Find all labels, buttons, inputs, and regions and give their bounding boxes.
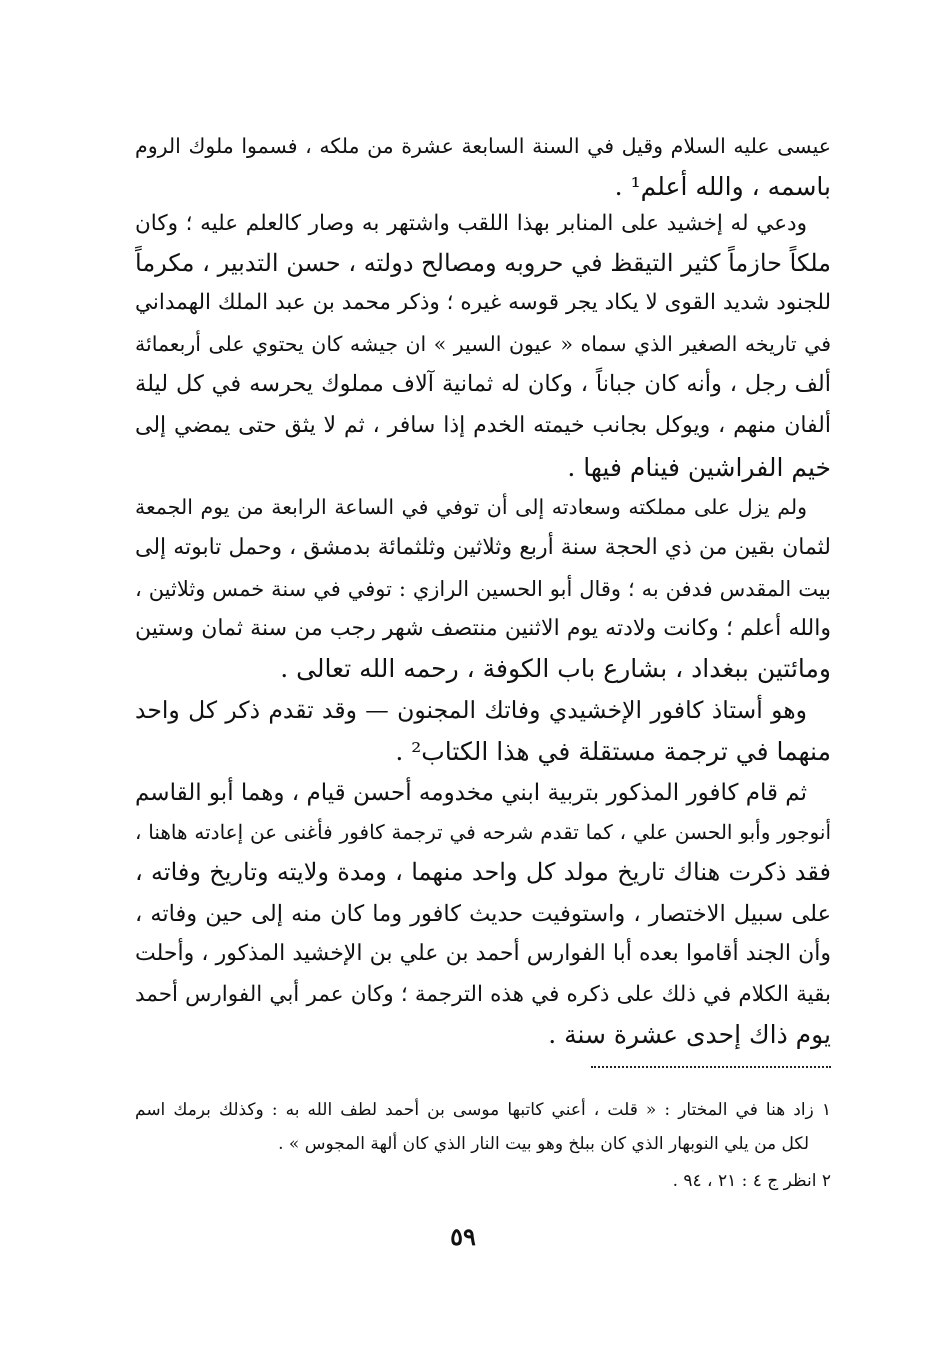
text-line: فقد ذكرت هناك تاريخ مولد كل واحد منهما ، ومدة ولايته وتاريخ وفاته ، — [135, 858, 831, 886]
text-line: على سبيل الاختصار ، واستوفيت حديث كافور وما كان منه إلى حين وفاته ، — [135, 901, 831, 927]
text-line: ثم قام كافور المذكور بتربية ابني مخدومه أحسن قيام ، وهما أبو القاسم — [134, 780, 807, 806]
text-line: بقية الكلام في ذلك على ذكره في هذه الترجمة ؛ وكان عمر أبي الفوارس أحمد — [135, 982, 831, 1007]
text-line: في تاريخه الصغير الذي سماه « عيون السير » ان جيشه كان يحتوي على أربعمائة — [135, 332, 831, 356]
footnote: ١ زاد هنا في المختار : « قلت ، أعني كاتبها موسى بن أحمد لطف الله به : وكذلك برمك اسم — [135, 1100, 831, 1120]
text-line: يوم ذاك إحدى عشرة سنة . — [548, 1020, 831, 1049]
text-line: ولم يزل على مملكته وسعادته إلى أن توفي في الساعة الرابعة من يوم الجمعة — [135, 495, 807, 519]
text-line: وأن الجند أقاموا بعده أبا الفوارس أحمد بن علي بن الإخشيد المذكور ، وأحلت — [135, 941, 831, 966]
text-line: باسمه ، والله أعلم¹ . — [614, 172, 831, 201]
text-line: خيم الفراشين فينام فيها . — [567, 453, 831, 482]
text-line: أنوجور وأبو الحسن علي ، كما تقدم شرحه في ترجمة كافور فأغنى عن إعادته هاهنا ، — [135, 820, 831, 844]
footnote-separator — [591, 1066, 831, 1068]
text-line: ومائتين ببغداد ، بشارع باب الكوفة ، رحمه الله تعالى . — [280, 654, 831, 683]
text-line: ملكاً حازماً كثير التيقظ في حروبه ومصالح دولته ، حسن التدبير ، مكرماً — [135, 249, 831, 277]
text-line: ألف رجل ، وأنه كان جباناً ، وكان له ثمانية آلاف مملوك يحرسه في كل ليلة — [135, 371, 831, 397]
text-line: منهما في ترجمة مستقلة في هذا الكتاب² . — [395, 737, 831, 766]
text-line: للجنود شديد القوى لا يكاد يجر قوسه غيره ؛ وذكر محمد بن عبد الملك الهمداني — [135, 290, 831, 315]
page-number: ٥٩ — [450, 1222, 476, 1251]
footnote: ٢ انظر ج ٤ : ٢١ ، ٩٤ . — [672, 1171, 831, 1191]
text-line: وهو أستاذ كافور الإخشيدي وفاتك المجنون — وقد تقدم ذكر كل واحد — [135, 696, 807, 724]
text-line: والله أعلم ؛ وكانت ولادته يوم الاثنين منتصف شهر رجب من سنة ثمان وستين — [135, 616, 831, 641]
text-line: لثمان بقين من ذي الحجة سنة أربع وثلاثين وثلثمائة بدمشق ، وحمل تابوته إلى — [135, 535, 831, 560]
footnote: لكل من يلي النوبهار الذي كان ببلخ وهو بيت النار الذي كان ألهة المجوس » . — [278, 1134, 809, 1154]
text-line: ألفان منهم ، ويوكل بجانب خيمته الخدم إذا سافر ، ثم لا يثق حتى يمضي إلى — [135, 413, 831, 438]
text-line: ودعي له إخشيد على المنابر بهذا اللقب واشتهر به وصار كالعلم عليه ؛ وكان — [135, 211, 807, 236]
text-line: بيت المقدس فدفن به ؛ وقال أبو الحسين الرازي : توفي في سنة خمس وثلاثين ، — [135, 577, 831, 601]
text-line: عيسى عليه السلام وقيل في السنة السابعة عشرة من ملكه ، فسموا ملوك الروم — [135, 134, 831, 158]
